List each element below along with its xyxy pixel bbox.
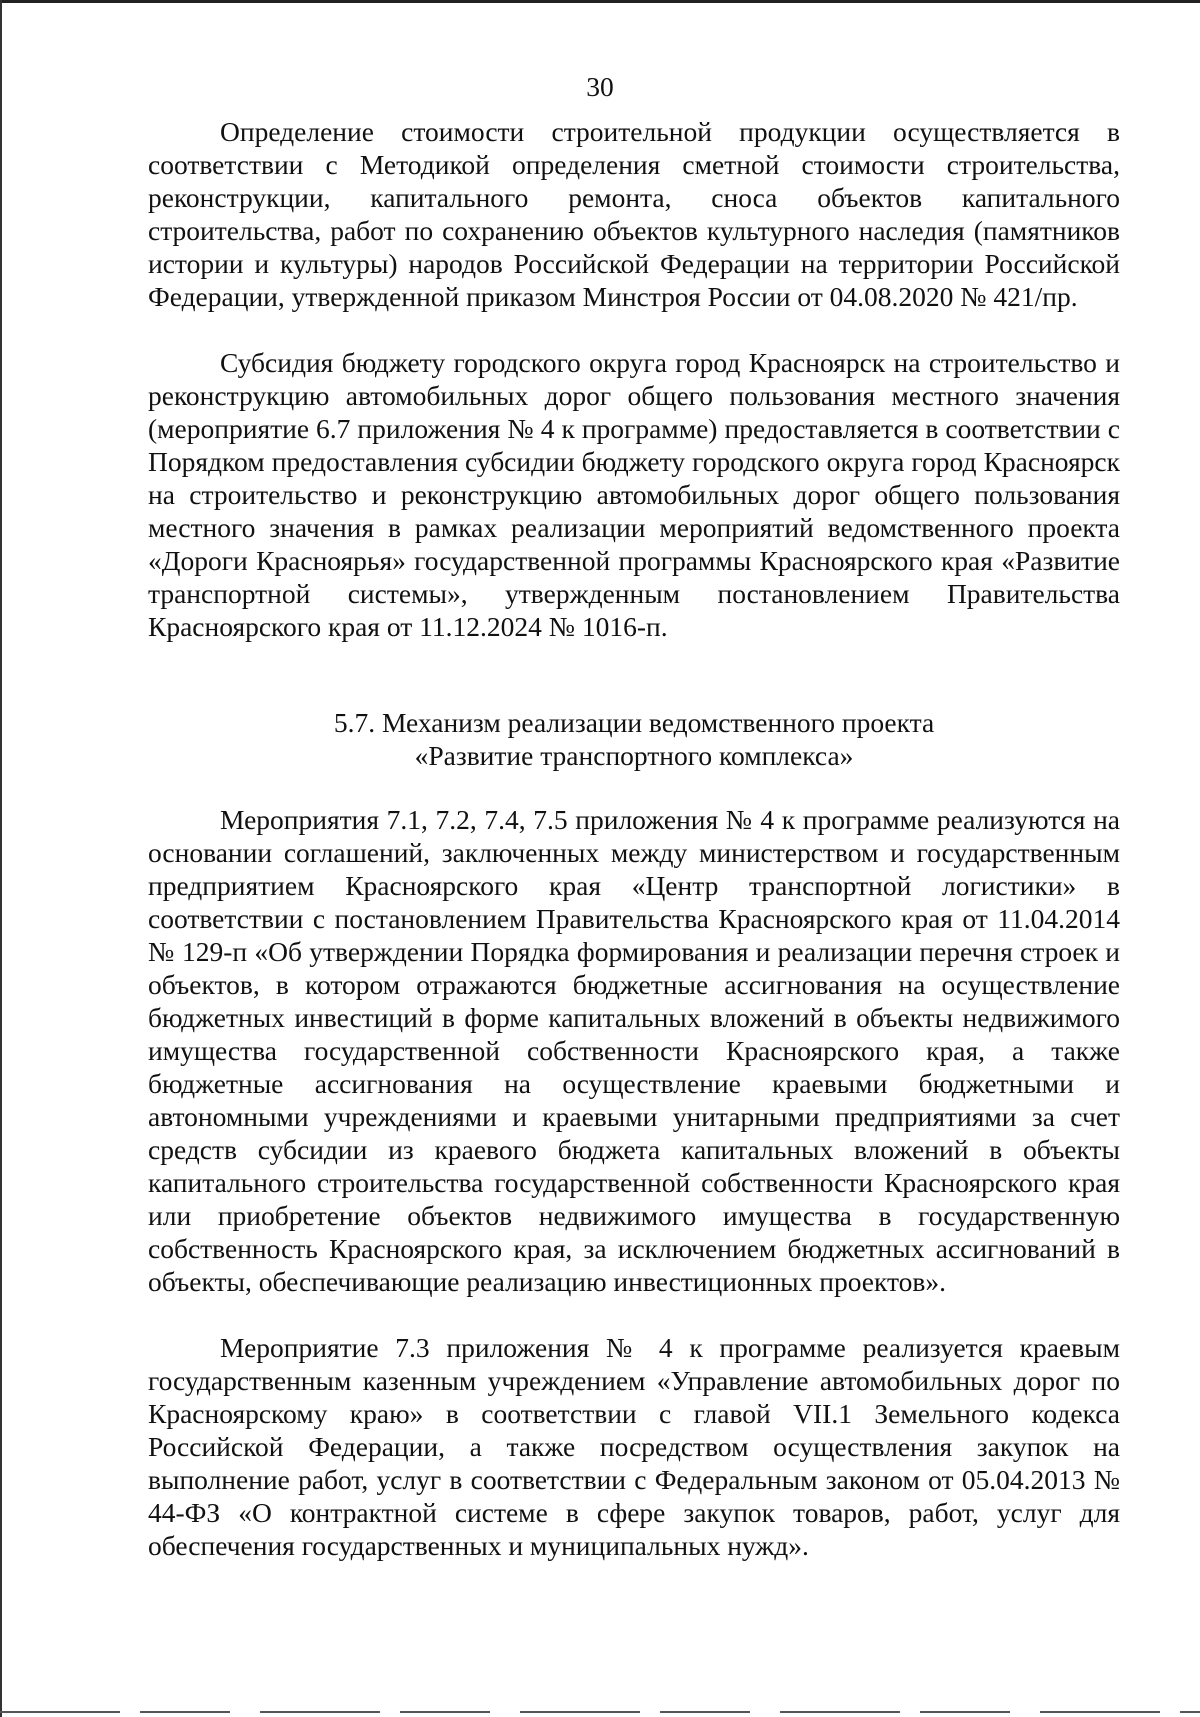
- paragraph-measures-7-1: [148, 803, 1120, 1298]
- scan-bottom-edge: [0, 1711, 1200, 1713]
- scan-left-edge: [0, 0, 2, 1717]
- paragraph-text: Мероприятие 7.3 приложения № 4 к программе реализуется краевым государственным казенным учреждением «Управление автомобильных дорог по Красноярскому краю» в соответствии с главой VII.1 Земельного кодекса Российской Федерации, а также посредством осуществления закупок на выполнение работ, услуг в соответствии с Федеральным законом от 05.04.2013 № 44-ФЗ «О контрактной системе в сфере закупок товаров, работ, услуг для обеспечения государственных и муниципальных нужд».: [148, 1332, 1120, 1561]
- paragraph-cost-determination: [148, 115, 1120, 313]
- paragraph-text: Субсидия бюджету городского округа город Красноярск на строительство и реконструкцию автомобильных дорог общего пользования местного значения (мероприятие 6.7 приложения № 4 к программе) предоставляется в соответствии с Порядком предоставления субсидии бюджету городского округа город Красноярск на строительство и реконструкцию автомобильных дорог общего пользования местного значения в рамках реализации мероприятий ведомственного проекта «Дороги Красноярья» государственной программы Красноярского края «Развитие транспортной системы», утвержденным постановлением Правительства Красноярского края от 11.12.2024 № 1016-п.: [148, 347, 1120, 642]
- paragraph-text: Мероприятия 7.1, 7.2, 7.4, 7.5 приложения № 4 к программе реализуются на основании соглашений, заключенных между министерством и государственным предприятием Красноярского края «Центр транспортной логистики» в соответствии с постановлением Правительства Красноярского края от 11.04.2014 № 129-п «Об утверждении Порядка формирования и реализации перечня строек и объектов, в котором отражаются бюджетные ассигнования на осуществление бюджетных инвестиций в форме капитальных вложений в объекты недвижимого имущества государственной собственности Красноярского края, а также бюджетные ассигнования на осуществление краевыми бюджетными и автономными учреждениями и краевыми унитарными предприятиями за счет средств субсидии из краевого бюджета капитальных вложений в объекты капитального строительства государственной собственности Красноярского края или приобретение объектов недвижимого имущества в государственную собственность Красноярского края, за исключением бюджетных ассигнований в объекты, обеспечивающие реализацию инвестиционных проектов».: [148, 804, 1120, 1297]
- page-number: 30: [586, 71, 614, 102]
- paragraph-text: Определение стоимости строительной продукции осуществляется в соответствии с Методикой определения сметной стоимости строительства, реконструкции, капитального ремонта, сноса объектов капитального строительства, работ по сохранению объектов культурного наследия (памятников истории и культуры) народов Российской Федерации на территории Российской Федерации, утвержденной приказом Минстроя России от 04.08.2020 № 421/пр.: [148, 116, 1120, 312]
- section-heading: [148, 706, 1120, 772]
- scan-top-edge: [0, 0, 1200, 3]
- paragraph-subsidy: [148, 346, 1120, 643]
- section-heading-line: 5.7. Механизм реализации ведомственного проекта: [333, 707, 935, 738]
- paragraph-measure-7-3: [148, 1331, 1120, 1562]
- section-heading-line: «Развитие транспортного комплекса»: [414, 740, 854, 771]
